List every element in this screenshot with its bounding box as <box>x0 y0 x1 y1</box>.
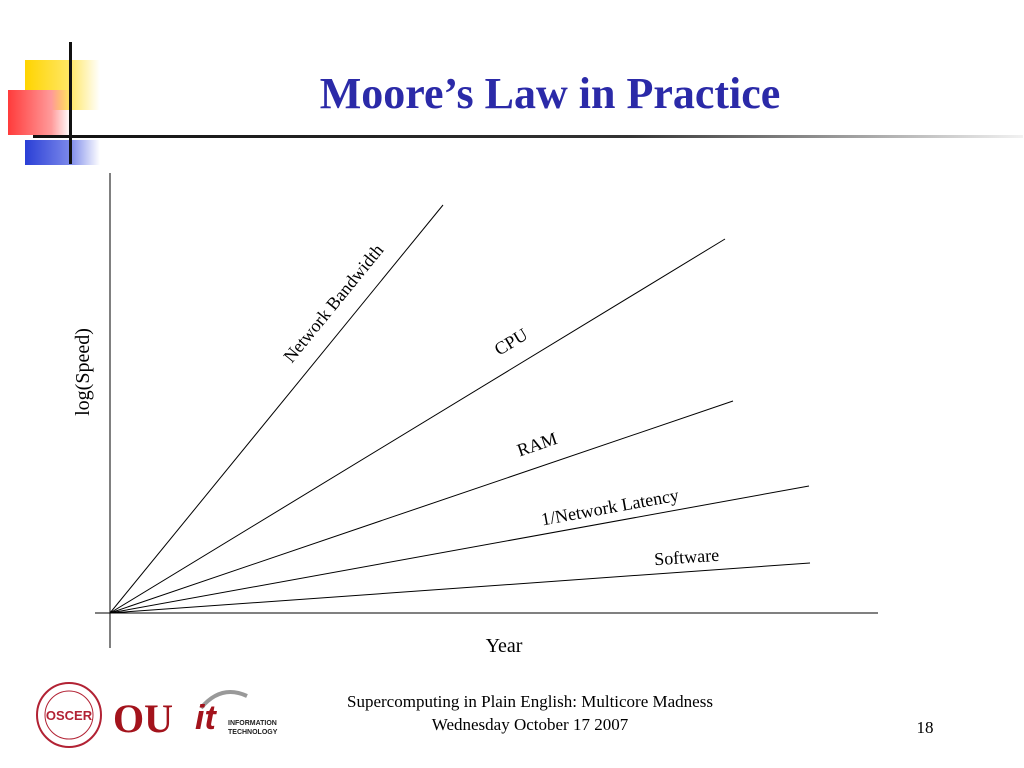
slide-title: Moore’s Law in Practice <box>319 69 781 118</box>
ou-logo <box>113 696 173 741</box>
footer-logos <box>25 680 287 750</box>
network-latency-label: 1/Network Latency <box>539 484 681 530</box>
svg-text:INFORMATION: INFORMATION <box>228 720 277 727</box>
page-number: 18 <box>916 718 934 737</box>
software-label: Software <box>653 544 720 570</box>
it-logo <box>195 692 278 737</box>
ram-label: RAM <box>514 428 560 461</box>
footer-date: Wednesday October 17 2007 <box>431 715 629 734</box>
svg-text:OU: OU <box>113 696 173 741</box>
svg-text:OSCER: OSCER <box>45 708 93 723</box>
x-axis-label: Year <box>485 635 523 657</box>
network-bandwidth-line <box>110 205 443 613</box>
svg-text:TECHNOLOGY: TECHNOLOGY <box>228 729 278 736</box>
footer-course-title: Supercomputing in Plain English: Multicore Madness <box>347 692 713 711</box>
software-line <box>110 563 810 613</box>
cpu-label: CPU <box>490 324 532 360</box>
y-axis-label: log(Speed) <box>72 328 94 416</box>
svg-text:it: it <box>195 699 216 737</box>
network-bandwidth-label: Network Bandwidth <box>279 240 388 367</box>
oscer-seal-logo <box>37 683 101 747</box>
